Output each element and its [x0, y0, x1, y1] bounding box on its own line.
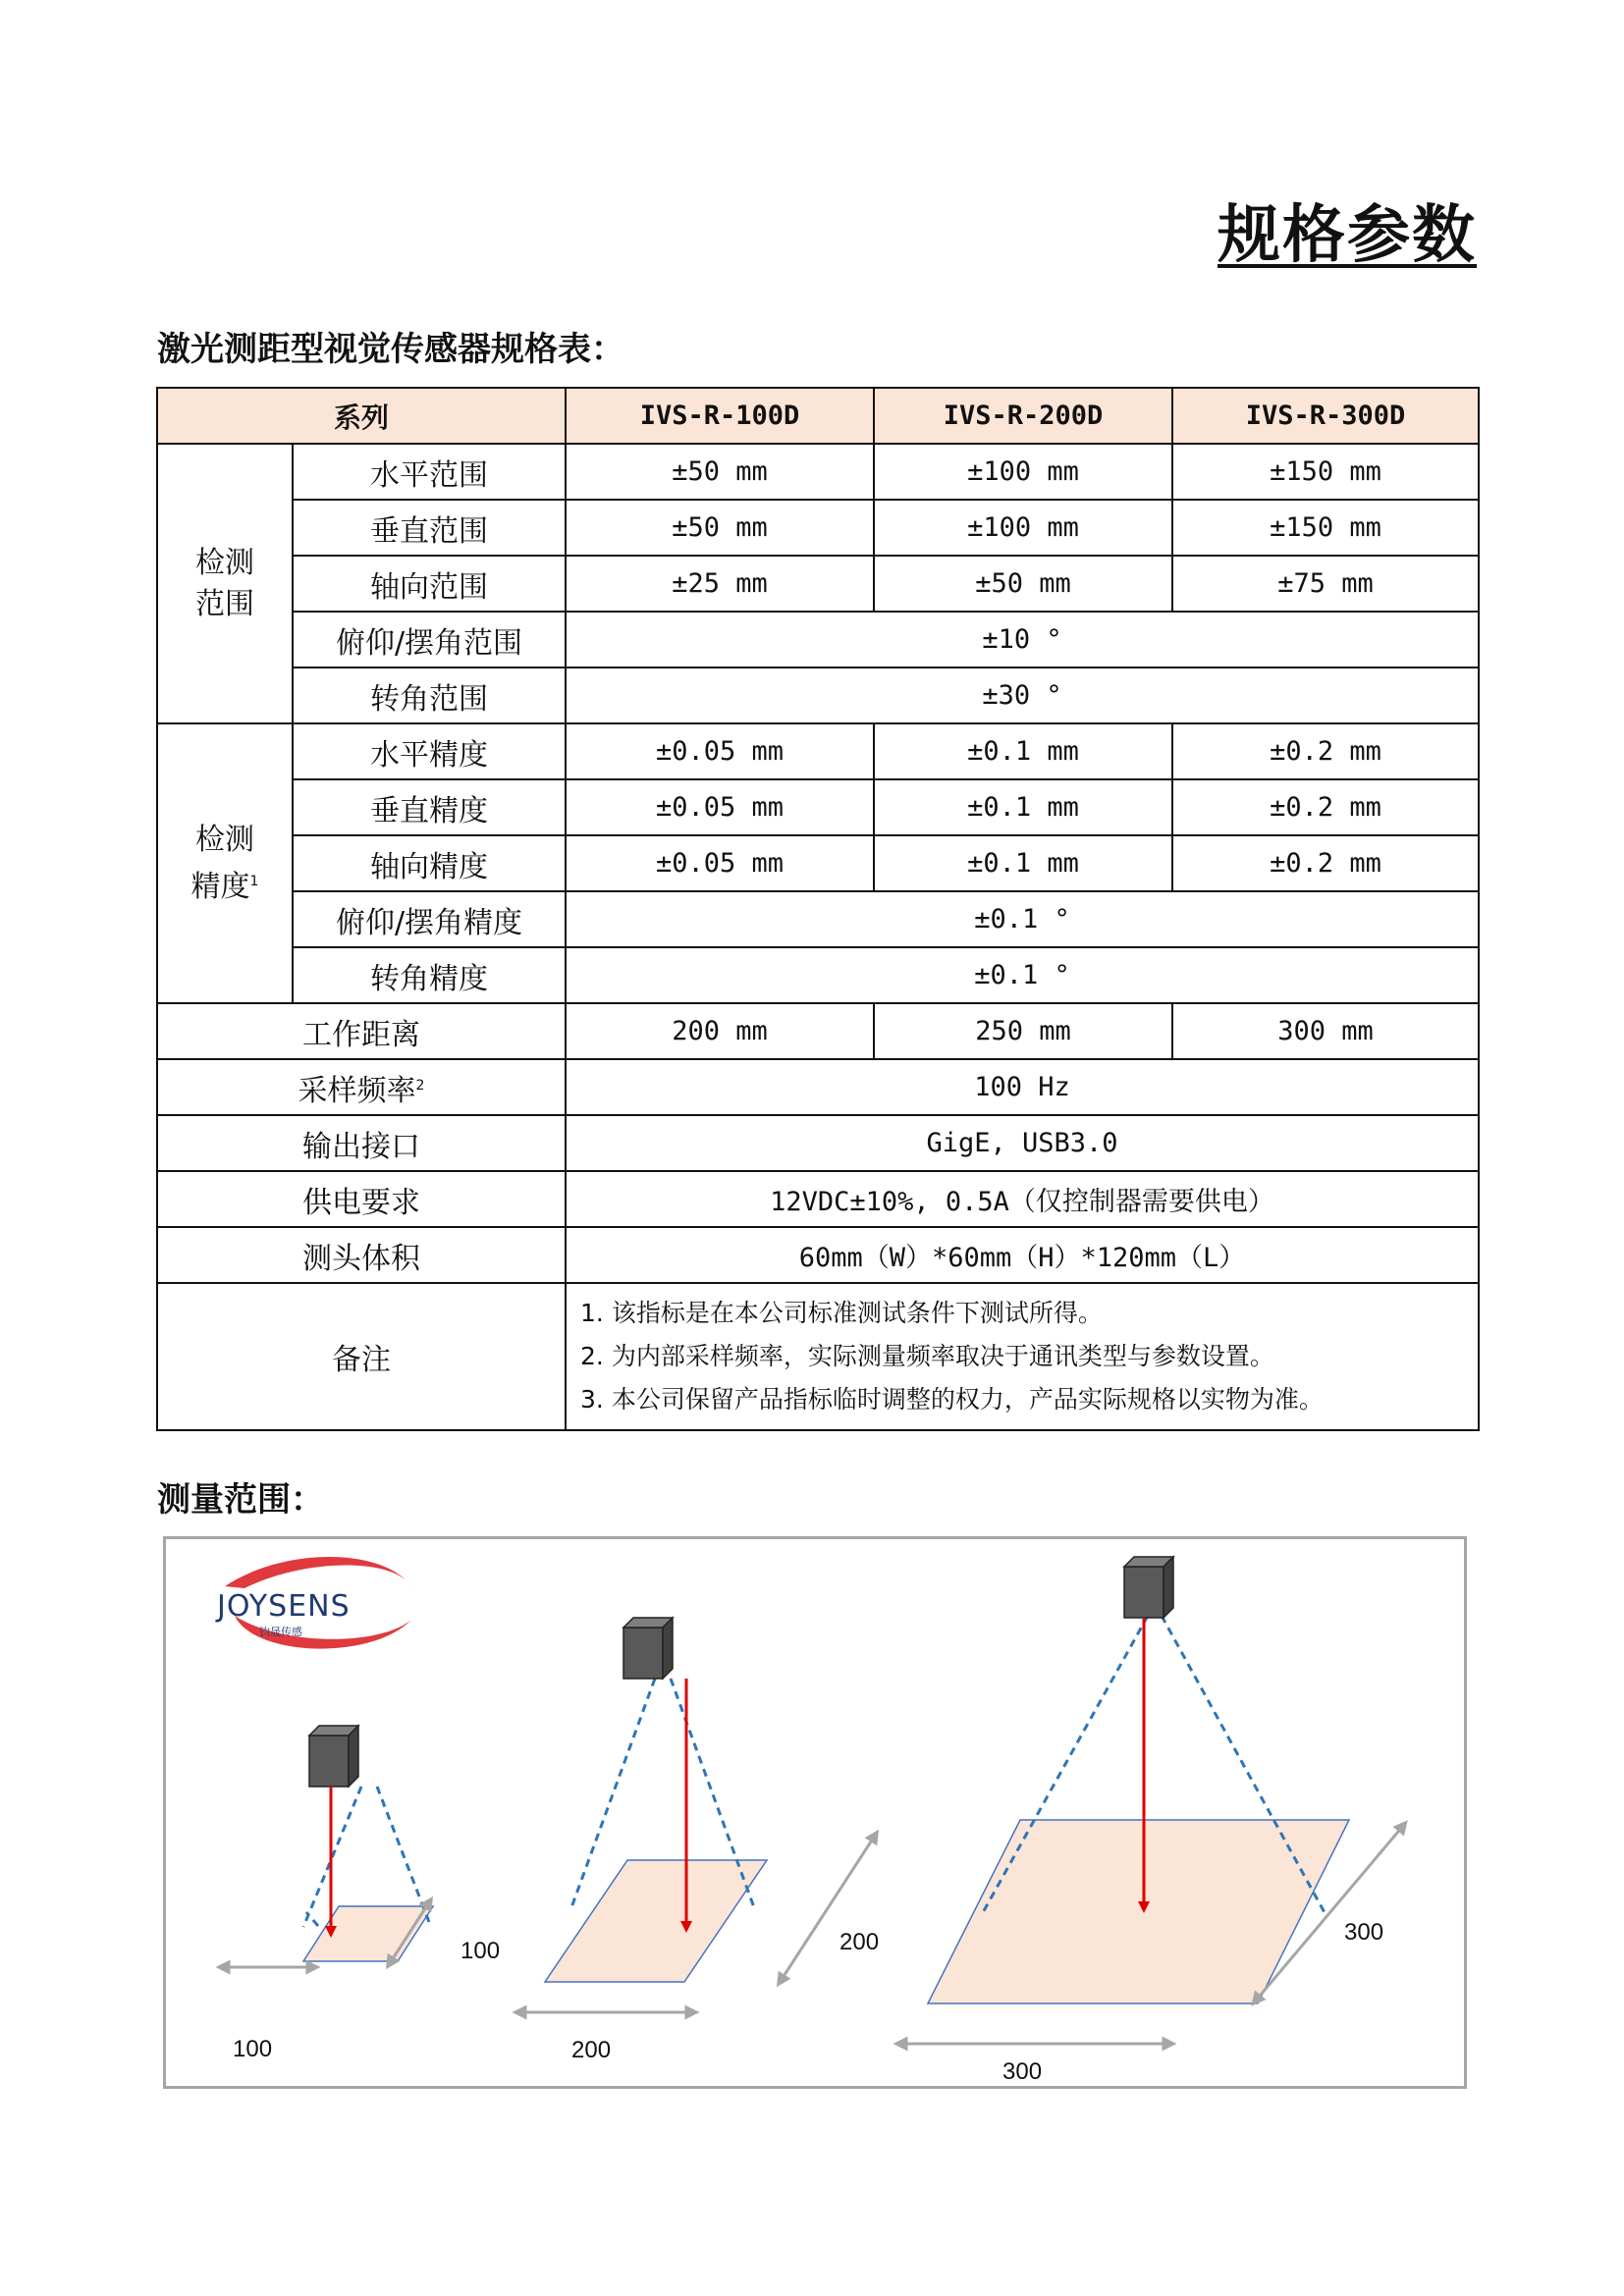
cell: ±0.05 mm: [566, 779, 874, 835]
table-row: [157, 779, 1479, 835]
header-model-1: IVS-R-100D: [566, 388, 874, 444]
cell: ±150 mm: [1172, 444, 1479, 500]
table-row: [157, 500, 1479, 556]
cell: 60mm（W）*60mm（H）*120mm（L）: [566, 1227, 1479, 1283]
table-row: [157, 1171, 1479, 1227]
sensor-head: [309, 1726, 358, 1787]
cell: ±0.1 mm: [874, 723, 1172, 779]
diagram-300: [900, 1557, 1403, 2085]
table-row: [157, 667, 1479, 723]
cell: ±25 mm: [566, 556, 874, 612]
sampling-label: 采样频率: [298, 1073, 416, 1108]
row-label: 水平精度: [293, 723, 566, 779]
row-label: 俯仰/摆角范围: [293, 612, 566, 667]
header-series: 系列: [157, 388, 566, 444]
cell: ±50 mm: [874, 556, 1172, 612]
note-item: 3. 本公司保留产品指标临时调整的权力，产品实际规格以实物为准。: [580, 1385, 1324, 1414]
depth-arrow: [781, 1836, 875, 1981]
cell: 250 mm: [874, 1003, 1172, 1059]
row-label: 轴向精度: [293, 835, 566, 891]
cell: ±0.1 mm: [874, 835, 1172, 891]
row-label: 转角精度: [293, 947, 566, 1003]
cell: ±10 °: [566, 612, 1479, 667]
cell: ±100 mm: [874, 444, 1172, 500]
width-label: 200: [571, 2037, 612, 2063]
depth-label: 200: [839, 1929, 880, 1955]
logo-subtext: 钧晟传感: [259, 1626, 302, 1638]
table-row: [157, 947, 1479, 1003]
sensor-head: [1124, 1557, 1173, 1618]
table-row: [157, 1003, 1479, 1059]
table-row: [157, 835, 1479, 891]
cell: ±0.2 mm: [1172, 779, 1479, 835]
row-label: 垂直范围: [293, 500, 566, 556]
range-heading: 测量范围：: [157, 1480, 324, 1520]
header-model-3: IVS-R-300D: [1172, 388, 1479, 444]
cell: ±0.1 °: [566, 891, 1479, 947]
row-label: 供电要求: [157, 1171, 566, 1227]
table-row: [157, 1115, 1479, 1171]
header-model-2: IVS-R-200D: [874, 388, 1172, 444]
table-heading: 激光测距型视觉传感器规格表：: [157, 330, 624, 369]
diagram-200: [519, 1618, 879, 2063]
range-group-label-line1: 检测: [195, 545, 254, 580]
row-label: 俯仰/摆角精度: [293, 891, 566, 947]
measurement-plane: [545, 1860, 767, 1982]
page-title: 规格参数: [1218, 199, 1477, 272]
notes-cell: [566, 1283, 1479, 1430]
cell: ±50 mm: [566, 500, 874, 556]
sensor-head: [623, 1618, 673, 1679]
cell: 100 Hz: [566, 1059, 1479, 1115]
row-label: 转角范围: [293, 667, 566, 723]
spec-table: [156, 387, 1480, 1431]
range-group-label-line2: 范围: [195, 586, 254, 621]
depth-label: 300: [1344, 1919, 1384, 1946]
cell: ±75 mm: [1172, 556, 1479, 612]
cell: ±0.05 mm: [566, 723, 874, 779]
cell: ±0.05 mm: [566, 835, 874, 891]
cell: ±100 mm: [874, 500, 1172, 556]
row-label: 水平范围: [293, 444, 566, 500]
row-label: 工作距离: [157, 1003, 566, 1059]
logo-text: JOYSENS: [217, 1589, 351, 1624]
accuracy-group-label-line2: 精度: [190, 869, 250, 904]
table-row: [157, 1059, 1479, 1115]
cell: ±150 mm: [1172, 500, 1479, 556]
cell: ±0.2 mm: [1172, 835, 1479, 891]
cell: 300 mm: [1172, 1003, 1479, 1059]
measurement-range-figure: [163, 1536, 1467, 2089]
cell: ±50 mm: [566, 444, 874, 500]
accuracy-group-label-line1: 检测: [195, 822, 254, 857]
cell: ±0.1 °: [566, 947, 1479, 1003]
footnote-marker: 2: [415, 1077, 425, 1094]
table-row: [157, 612, 1479, 667]
cell: GigE, USB3.0: [566, 1115, 1479, 1171]
measurement-plane: [303, 1906, 433, 1961]
row-label: 备注: [157, 1283, 566, 1430]
logo-swoosh-top: [225, 1557, 411, 1588]
depth-label: 100: [460, 1938, 501, 1964]
table-row: [157, 444, 1479, 500]
row-label: 垂直精度: [293, 779, 566, 835]
row-label: 输出接口: [157, 1115, 566, 1171]
range-group-label: [157, 444, 293, 723]
accuracy-group-label: [157, 723, 293, 1003]
table-row: [157, 556, 1479, 612]
note-item: 1. 该指标是在本公司标准测试条件下测试所得。: [580, 1299, 1103, 1327]
cell: ±0.1 mm: [874, 779, 1172, 835]
cell: 200 mm: [566, 1003, 874, 1059]
cell: ±0.2 mm: [1172, 723, 1479, 779]
fov-line-right: [377, 1787, 429, 1922]
width-label: 300: [1002, 2058, 1043, 2085]
table-row: [157, 891, 1479, 947]
row-label: 轴向范围: [293, 556, 566, 612]
diagram-100: [223, 1726, 500, 2062]
table-row: [157, 1227, 1479, 1283]
header-row: [157, 388, 1479, 444]
row-label: [157, 1059, 566, 1115]
cell: ±30 °: [566, 667, 1479, 723]
note-item: 2. 为内部采样频率，实际测量频率取决于通讯类型与参数设置。: [580, 1342, 1274, 1370]
table-row: [157, 723, 1479, 779]
range-diagram: [166, 1539, 1464, 2086]
width-label: 100: [233, 2036, 273, 2062]
footnote-marker: 1: [249, 873, 259, 889]
measurement-plane: [928, 1820, 1349, 2003]
table-row: [157, 1283, 1479, 1430]
joysens-logo: [215, 1557, 411, 1649]
cell: 12VDC±10%, 0.5A（仅控制器需要供电）: [566, 1171, 1479, 1227]
row-label: 测头体积: [157, 1227, 566, 1283]
